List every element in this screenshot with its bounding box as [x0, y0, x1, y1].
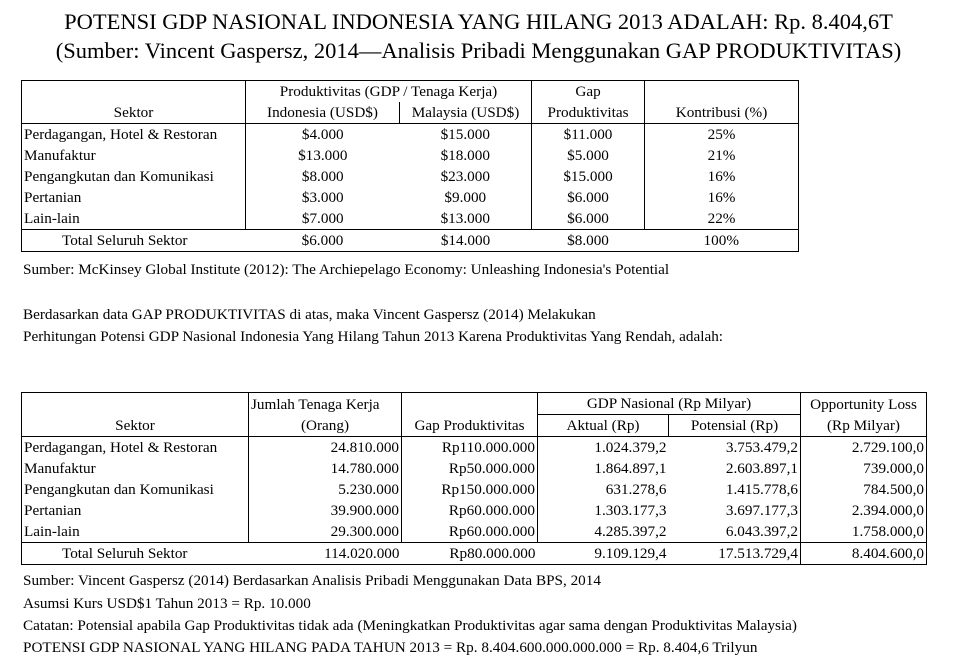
table1-cell-malaysia: $18.000 [440, 147, 490, 164]
table2-header-potensial: Potensial (Rp) [669, 415, 801, 437]
table1-cell-sektor: Lain-lain [22, 208, 246, 230]
table1-header-blank2 [645, 81, 799, 103]
table1-header-sektor: Sektor [22, 102, 246, 124]
table-row [22, 479, 927, 500]
table1-cell-kontribusi: 21% [645, 145, 799, 166]
table1-cell-indonesia: $4.000 [246, 124, 400, 146]
intro-line1: Berdasarkan data GAP PRODUKTIVITAS di atas, maka Vincent Gaspersz (2014) Melakukan [23, 306, 596, 323]
table2-cell-aktual: 631.278,6 [538, 479, 669, 500]
table1-cell-kontribusi: 22% [645, 208, 799, 230]
table1-source: Sumber: McKinsey Global Institute (2012): The Archiepelago Economy: Unleashing Indonesia's Potential [23, 261, 670, 278]
table1-cell-indonesia: $8.000 [246, 166, 400, 187]
table1-cell-indonesia: $7.000 [246, 208, 400, 230]
table1-total-malaysia: $14.000 [400, 230, 532, 252]
table2-cell-potensial: 3.753.479,2 [725, 439, 798, 456]
table2-cell-sektor: Pertanian [22, 500, 249, 521]
table2-cell-aktual: 1.024.379,2 [538, 437, 669, 459]
table2-cell-loss: 2.394.000,0 [801, 500, 927, 521]
table2-cell-jumlah: 14.780.000 [249, 458, 402, 479]
intro-line2: Perhitungan Potensi GDP Nasional Indonesia Yang Hilang Tahun 2013 Karena Produktivitas Yang Rendah, adalah: [23, 328, 724, 345]
table2-cell-gap: Rp60.000.000 [402, 521, 538, 543]
table2-cell-jumlah: 5.230.000 [249, 479, 402, 500]
table1-cell-sektor: Pengangkutan dan Komunikasi [22, 166, 246, 187]
table1-cell-indonesia: $3.000 [246, 187, 400, 208]
table2-header-jumlah-line1: Jumlah Tenaga Kerja [249, 393, 402, 415]
table1-total-kontribusi: 100% [645, 230, 799, 252]
table1-cell-sektor: Manufaktur [22, 145, 246, 166]
table1-cell-gap: $6.000 [532, 208, 645, 230]
table-row [22, 166, 799, 187]
table2-header-gap: Gap Produktivitas [402, 415, 538, 437]
table2-cell-sektor: Perdagangan, Hotel & Restoran [22, 437, 249, 459]
table2-cell-gap: Rp150.000.000 [402, 479, 538, 500]
gdp-loss-table [21, 392, 927, 565]
table1-cell-gap: $6.000 [532, 187, 645, 208]
table-row [22, 187, 799, 208]
page-title: POTENSI GDP NASIONAL INDONESIA YANG HILANG 2013 ADALAH: Rp. 8.404,6T [64, 9, 893, 34]
table2-cell-potensial: 2.603.897,1 [725, 460, 798, 477]
table-total-row [22, 230, 799, 252]
table-row [22, 208, 799, 230]
table2-cell-potensial: 6.043.397,2 [669, 521, 801, 543]
table1-cell-malaysia: $15.000 [440, 126, 490, 143]
table2-header-opp-line1: Opportunity Loss [801, 393, 927, 415]
table2-cell-potensial: 1.415.778,6 [725, 481, 798, 498]
table2-total-potensial: 17.513.729,4 [669, 543, 801, 565]
potensi-summary: POTENSI GDP NASIONAL YANG HILANG PADA TAHUN 2013 = Rp. 8.404.600.000.000.000 = Rp. 8.404,6 Trilyun [23, 639, 758, 656]
table2-cell-sektor: Lain-lain [22, 521, 249, 543]
table1-cell-sektor: Perdagangan, Hotel & Restoran [22, 124, 246, 146]
table2-total-aktual: 9.109.129,4 [538, 543, 669, 565]
table1-cell-kontribusi: 16% [645, 187, 799, 208]
table1-cell-sektor: Pertanian [22, 187, 246, 208]
table1-cell-gap: $5.000 [532, 145, 645, 166]
table2-cell-gap: Rp110.000.000 [402, 437, 538, 459]
table2-header-blank [22, 393, 249, 415]
table1-header-gap-line2: Produktivitas [532, 102, 645, 124]
productivity-table [21, 80, 799, 252]
table2-cell-aktual: 1.864.897,1 [538, 458, 669, 479]
table2-cell-sektor: Manufaktur [22, 458, 249, 479]
table2-header-gdp: GDP Nasional (Rp Milyar) [538, 393, 801, 415]
table2-cell-gap: Rp60.000.000 [402, 500, 538, 521]
table1-total-indonesia: $6.000 [246, 230, 400, 252]
table2-cell-loss: 1.758.000,0 [801, 521, 927, 543]
table-total-row [22, 543, 927, 565]
table2-cell-jumlah: 39.900.000 [249, 500, 402, 521]
table2-cell-loss: 2.729.100,0 [801, 437, 927, 459]
table2-cell-gap: Rp50.000.000 [402, 458, 538, 479]
table2-cell-aktual: 4.285.397,2 [538, 521, 669, 543]
table2-total-loss: 8.404.600,0 [801, 543, 927, 565]
table1-header-blank [22, 81, 246, 103]
table-row [22, 145, 799, 166]
table2-cell-jumlah: 24.810.000 [249, 437, 402, 459]
table2-cell-sektor: Pengangkutan dan Komunikasi [22, 479, 249, 500]
table2-cell-jumlah: 29.300.000 [249, 521, 402, 543]
table2-header-aktual: Aktual (Rp) [538, 415, 669, 437]
table2-total-jumlah: 114.020.000 [249, 543, 402, 565]
table-row [22, 500, 927, 521]
table-row [22, 124, 799, 146]
table1-cell-gap: $15.000 [532, 166, 645, 187]
table2-total-gap: Rp80.000.000 [402, 543, 538, 565]
table2-header-sektor: Sektor [22, 415, 249, 437]
table1-cell-kontribusi: 16% [645, 166, 799, 187]
table1-cell-malaysia: $9.000 [444, 189, 487, 206]
table2-cell-loss: 784.500,0 [801, 479, 927, 500]
table-row [22, 521, 927, 543]
table2-header-jumlah-line2: (Orang) [249, 415, 402, 437]
table2-cell-aktual: 1.303.177,3 [538, 500, 669, 521]
table1-cell-indonesia: $13.000 [246, 145, 400, 166]
table1-header-kontribusi: Kontribusi (%) [645, 102, 799, 124]
table2-header-opp-line2: (Rp Milyar) [801, 415, 927, 437]
table1-total-gap: $8.000 [532, 230, 645, 252]
table2-total-label: Total Seluruh Sektor [22, 543, 249, 565]
table2-cell-loss: 739.000,0 [801, 458, 927, 479]
page-subtitle: (Sumber: Vincent Gaspersz, 2014—Analisis Pribadi Menggunakan GAP PRODUKTIVITAS) [55, 38, 902, 63]
table2-source: Sumber: Vincent Gaspersz (2014) Berdasarkan Analisis Pribadi Menggunakan Data BPS, 2014 [23, 572, 601, 589]
table1-total-label: Total Seluruh Sektor [22, 230, 246, 252]
table2-cell-potensial: 3.697.177,3 [725, 502, 798, 519]
catatan-note: Catatan: Potensial apabila Gap Produktivitas tidak ada (Meningkatkan Produktivitas agar sama dengan Produktivitas Malaysia) [23, 617, 797, 634]
table1-header-indonesia: Indonesia (USD$) [246, 102, 400, 124]
table-row [22, 437, 927, 459]
table1-header-malaysia: Malaysia (USD$) [400, 102, 532, 124]
table1-cell-kontribusi: 25% [645, 124, 799, 146]
table1-header-produktivitas: Produktivitas (GDP / Tenaga Kerja) [246, 81, 532, 103]
table1-header-gap-line1: Gap [532, 81, 645, 103]
table1-cell-gap: $11.000 [532, 124, 645, 146]
kurs-note: Asumsi Kurs USD$1 Tahun 2013 = Rp. 10.000 [23, 595, 311, 612]
table1-cell-malaysia: $23.000 [440, 168, 490, 185]
table1-cell-malaysia: $13.000 [400, 208, 532, 230]
table2-header-blank2 [402, 393, 538, 415]
table-row [22, 458, 927, 479]
